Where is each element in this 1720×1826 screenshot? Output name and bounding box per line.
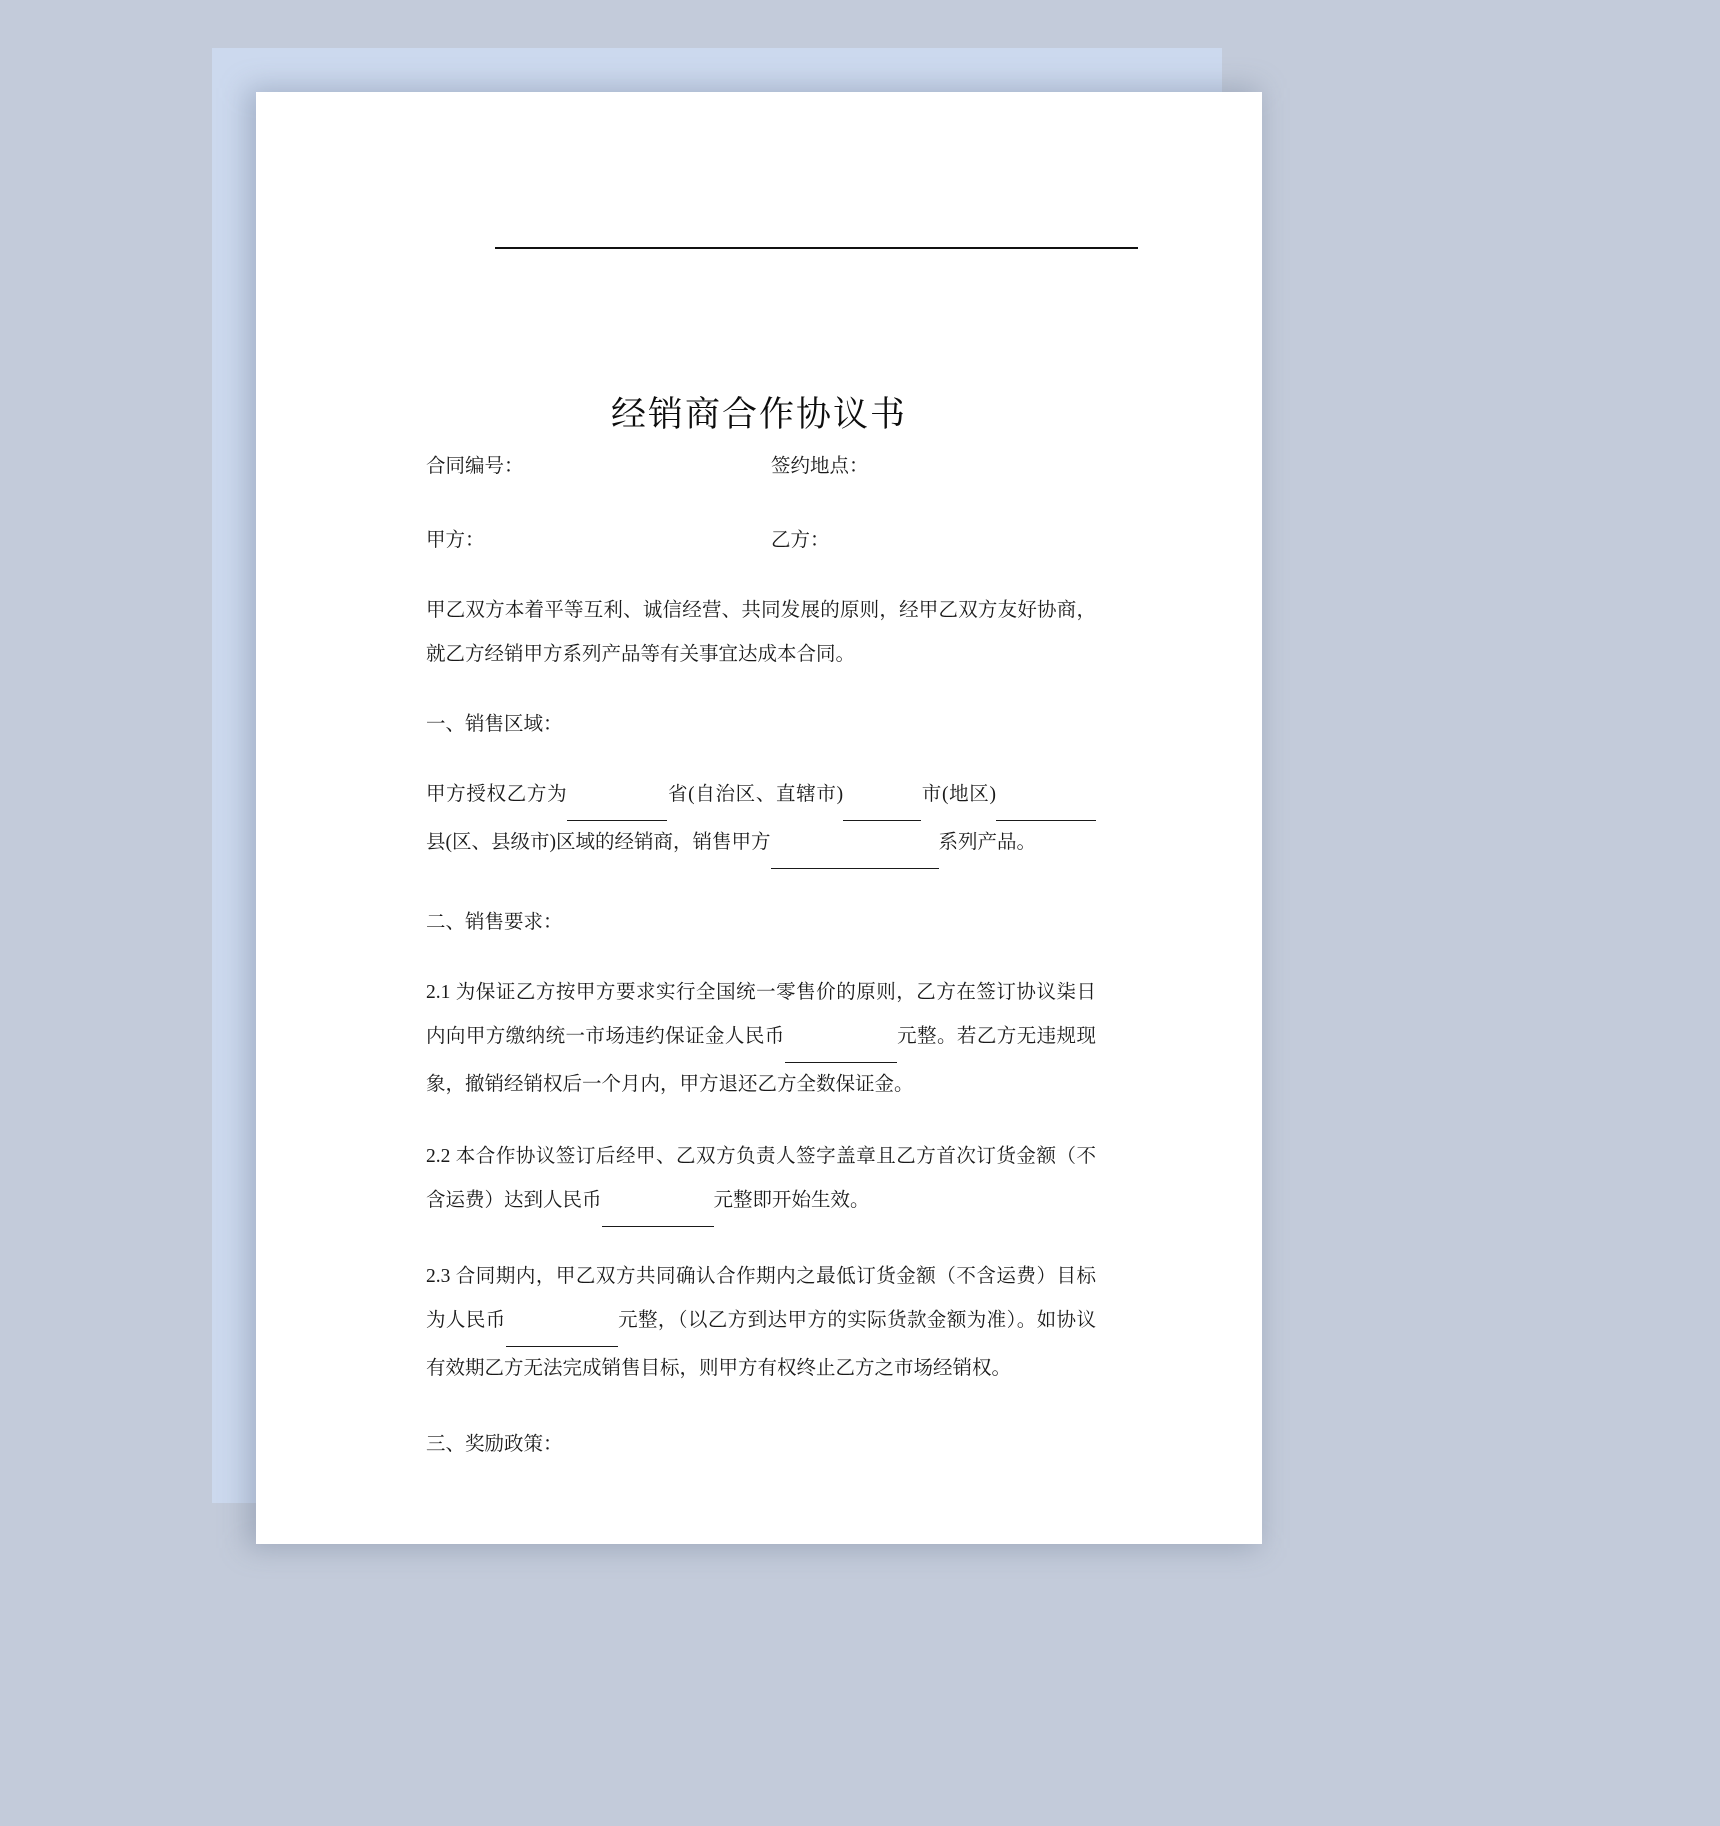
spacer <box>426 487 1096 521</box>
fill-in-blank[interactable] <box>506 1302 618 1347</box>
spacer <box>426 561 1096 589</box>
page-title: 经销商合作协议书 <box>610 395 907 435</box>
fill-in-blank[interactable] <box>785 1018 897 1063</box>
spacer <box>426 677 1096 705</box>
document-body <box>426 447 1096 1465</box>
spacer <box>426 943 1096 971</box>
document-page <box>256 92 1262 1544</box>
spacer <box>426 1227 1096 1255</box>
section-heading: 三、奖励政策： <box>426 1434 563 1455</box>
header-divider-rule <box>495 247 1138 249</box>
header-field-row-contract <box>426 447 1096 487</box>
spacer <box>426 745 1096 773</box>
preamble-paragraph: 甲乙双方本着平等互利、诚信经营、共同发展的原则，经甲乙双方友好协商，就乙方经销甲方系列产品等有关事宜达成本合同。 <box>426 600 1096 665</box>
signing-place-label: 签约地点： <box>771 456 869 477</box>
header-field-row-parties <box>426 521 1096 561</box>
clause-paragraph: 2.1 为保证乙方按甲方要求实行全国统一零售价的原则，乙方在签订协议柒日内向甲方缴纳统一市场违约保证金人民币 元整。若乙方无违规现象，撤销经销权后一个月内，甲方退还乙方全数保证金。 <box>426 982 1096 1095</box>
contract-number-label: 合同编号： <box>426 456 524 477</box>
page-content <box>256 92 1262 1544</box>
party-a-label: 甲方： <box>426 530 485 551</box>
fill-in-blank[interactable] <box>567 776 667 821</box>
section-heading: 一、销售区域： <box>426 714 563 735</box>
clause-paragraph: 2.2 本合作协议签订后经甲、乙双方负责人签字盖章且乙方首次订货金额（不含运费）达到人民币 元整即开始生效。 <box>426 1135 1096 1227</box>
clause-paragraph: 甲方授权乙方为 省(自治区、直辖市) 市(地区) 县(区、县级市)区域的经销商，销售甲方 系列产品。 <box>426 773 1096 869</box>
fill-in-blank[interactable] <box>771 824 939 869</box>
fill-in-blank[interactable] <box>843 776 921 821</box>
fill-in-blank[interactable] <box>602 1182 714 1227</box>
spacer <box>426 1107 1096 1135</box>
spacer <box>426 869 1096 903</box>
party-b-label: 乙方： <box>771 530 830 551</box>
fill-in-blank[interactable] <box>996 776 1096 821</box>
spacer <box>426 1391 1096 1425</box>
clause-paragraph: 2.3 合同期内，甲乙双方共同确认合作期内之最低订货金额（不含运费）目标为人民币 元整，（以乙方到达甲方的实际货款金额为准）。如协议有效期乙方无法完成销售目标，则甲方有权终止乙方之市场经销权。 <box>426 1266 1096 1379</box>
section-heading: 二、销售要求： <box>426 912 563 933</box>
sections-container <box>426 705 1096 1465</box>
